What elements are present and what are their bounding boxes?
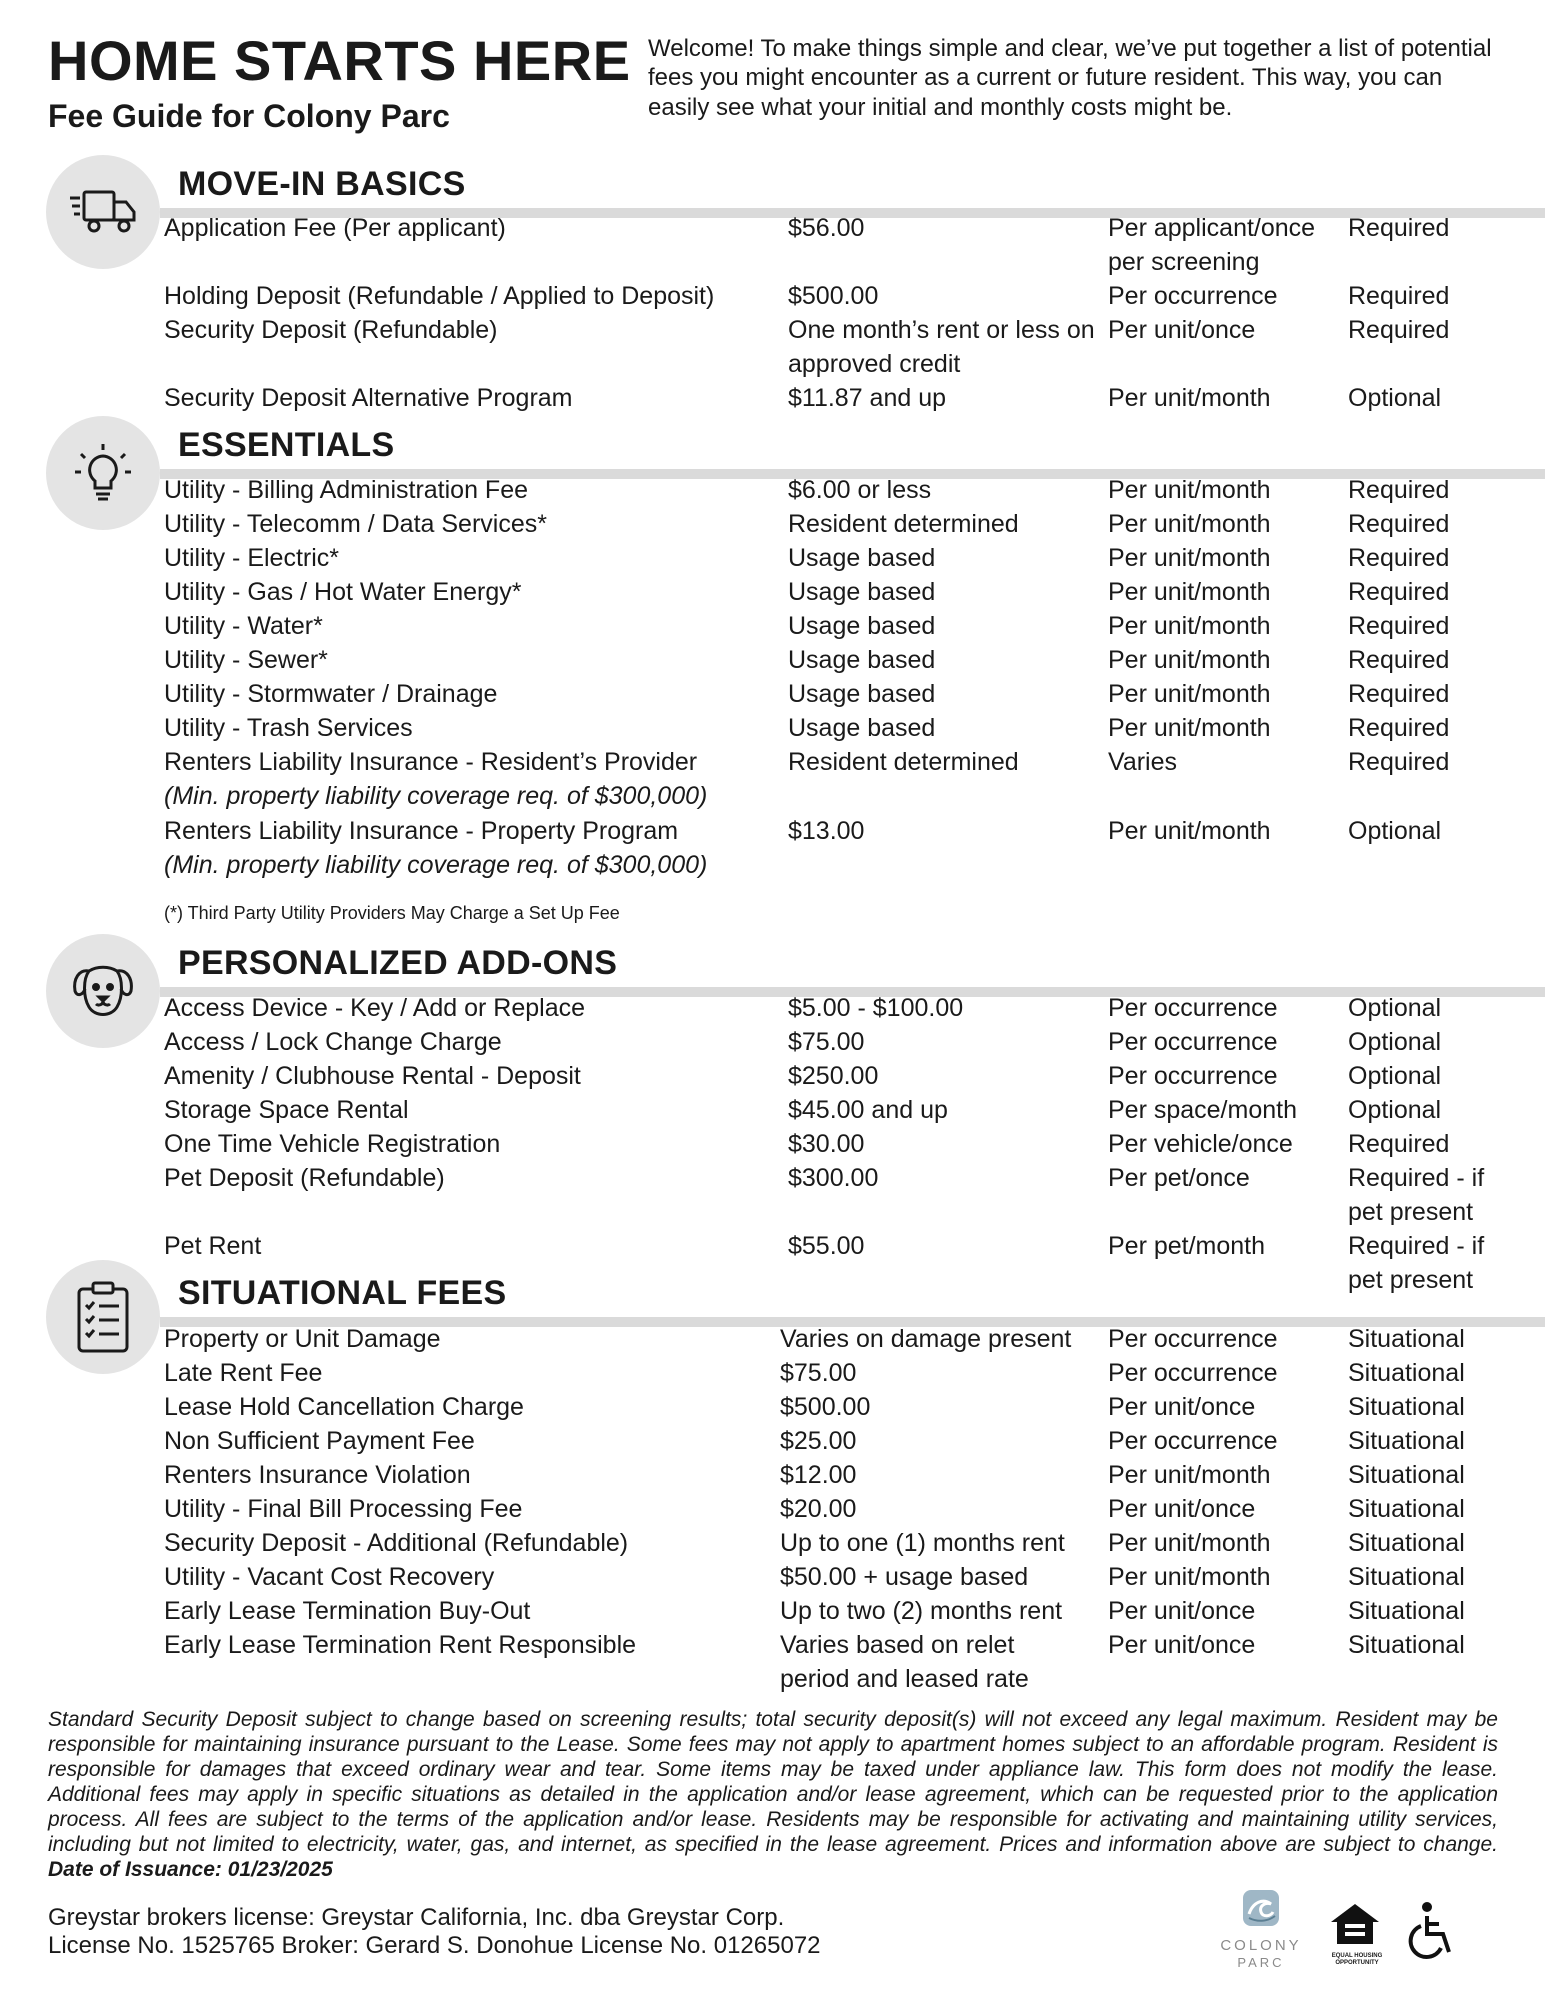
table-row [164, 1492, 1544, 1526]
colony-parc-logo [1215, 1888, 1307, 1968]
fee-name-note: (Min. property liability coverage req. of $300,000) [164, 851, 708, 879]
fee-name [164, 814, 784, 882]
fee-status: Optional [1348, 994, 1442, 1022]
fee-amount: $6.00 or less [788, 476, 932, 504]
fee-status: Optional [1348, 1062, 1442, 1090]
table-row [164, 609, 1544, 643]
fee-amount: Varies based on relet period and leased rate [780, 1631, 1029, 1693]
fee-amount: $300.00 [788, 1164, 879, 1192]
table-row [164, 1526, 1544, 1560]
fee-frequency: Varies [1108, 748, 1178, 776]
fee-frequency: Per occurrence [1108, 1028, 1278, 1056]
fee-frequency: Per unit/once [1108, 316, 1256, 344]
lightbulb-icon [46, 416, 160, 530]
equal-housing-text: EQUAL HOUSING OPPORTUNITY [1331, 1953, 1383, 1966]
fee-amount: Usage based [788, 646, 936, 674]
fee-amount: Usage based [788, 680, 936, 708]
fee-name: Pet Deposit (Refundable) [164, 1164, 445, 1192]
fee-frequency: Per unit/once [1108, 1495, 1256, 1523]
issuance-date: Date of Issuance: 01/23/2025 [48, 1857, 333, 1881]
table-row [164, 643, 1544, 677]
fee-status: Situational [1348, 1631, 1465, 1659]
fee-status: Situational [1348, 1325, 1465, 1353]
truck-icon [46, 155, 160, 269]
fee-name: Late Rent Fee [164, 1359, 323, 1387]
section-title: PERSONALIZED ADD-ONS [178, 944, 618, 982]
fee-name: Property or Unit Damage [164, 1325, 441, 1353]
fee-frequency: Per unit/month [1108, 680, 1271, 708]
fee-amount: Up to one (1) months rent [780, 1529, 1065, 1557]
fee-status: Required - if pet present [1348, 1232, 1485, 1294]
fee-name: Storage Space Rental [164, 1096, 409, 1124]
fee-amount: $20.00 [780, 1495, 857, 1523]
fee-status: Required [1348, 646, 1450, 674]
disclaimer [48, 1708, 1498, 1883]
fee-status: Situational [1348, 1427, 1465, 1455]
fee-frequency: Per unit/month [1108, 714, 1271, 742]
fee-status: Required [1348, 510, 1450, 538]
fee-frequency: Per unit/month [1108, 817, 1271, 845]
fee-name: Utility - Electric* [164, 544, 340, 572]
fee-frequency: Per unit/month [1108, 510, 1271, 538]
fee-amount: Resident determined [788, 510, 1019, 538]
fee-name: Utility - Billing Administration Fee [164, 476, 529, 504]
fee-frequency: Per unit/month [1108, 476, 1271, 504]
fee-frequency: Per occurrence [1108, 1062, 1278, 1090]
fee-status: Optional [1348, 817, 1442, 845]
utility-footnote: (*) Third Party Utility Providers May Charge a Set Up Fee [164, 903, 620, 923]
fee-name: Pet Rent [164, 1232, 262, 1260]
fee-frequency: Per occurrence [1108, 1325, 1278, 1353]
table-row [164, 991, 1544, 1025]
fee-status: Optional [1348, 1096, 1442, 1124]
fee-amount: $12.00 [780, 1461, 857, 1489]
table-row [164, 1127, 1544, 1161]
fee-name: One Time Vehicle Registration [164, 1130, 501, 1158]
fee-name: Utility - Trash Services [164, 714, 413, 742]
fee-name: Utility - Vacant Cost Recovery [164, 1563, 495, 1591]
fee-status: Required [1348, 714, 1450, 742]
table-row [164, 1161, 1544, 1229]
fee-name: Utility - Gas / Hot Water Energy* [164, 578, 522, 606]
fee-name: Utility - Water* [164, 612, 323, 640]
dog-icon [46, 934, 160, 1048]
fee-name: Access Device - Key / Add or Replace [164, 994, 586, 1022]
fee-amount: Up to two (2) months rent [780, 1597, 1063, 1625]
brand-name-bottom: PARC [1237, 1955, 1285, 1970]
fee-status: Situational [1348, 1393, 1465, 1421]
fee-status: Situational [1348, 1495, 1465, 1523]
table-row [164, 814, 1544, 883]
footer-logos [1215, 1888, 1475, 1968]
fee-frequency: Per occurrence [1108, 1427, 1278, 1455]
fee-status: Required [1348, 476, 1450, 504]
clipboard-icon [46, 1260, 160, 1374]
table-row [164, 279, 1544, 313]
fee-amount: $45.00 and up [788, 1096, 948, 1124]
table-row [164, 1560, 1544, 1594]
disclaimer-text: Standard Security Deposit subject to change based on screening results; total security deposit(s) will not exceed any legal maximum. Resident may be responsible for maintaining insurance pursuant to the Lease. Some fees may not apply to apartment homes subject to an affordable program. Resident is responsible for damages that exceed ordinary wear and tear. Some items may be taxed under appliance law. This form does not modify the lease. Additional fees may apply in specific situations as detailed in the application and/or lease agreement, which can be requested prior to the application process. All fees are subject to the terms of the application and/or lease. Residents may be responsible for activating and maintaining utility services, including but not limited to electricity, water, gas, and internet, as specified in the lease agreement. Prices and information above are subject to change. [48, 1708, 1498, 1856]
fee-status: Situational [1348, 1359, 1465, 1387]
fee-name: Amenity / Clubhouse Rental - Deposit [164, 1062, 581, 1090]
fee-status: Required [1348, 680, 1450, 708]
fee-name: Non Sufficient Payment Fee [164, 1427, 475, 1455]
fee-frequency: Per vehicle/once [1108, 1130, 1293, 1158]
fee-status: Required [1348, 282, 1450, 310]
fee-name: Utility - Sewer* [164, 646, 328, 674]
table-row [164, 1322, 1544, 1356]
fee-status: Required - if pet present [1348, 1164, 1485, 1226]
fee-name-note: (Min. property liability coverage req. of $300,000) [164, 782, 708, 810]
fee-amount: Usage based [788, 544, 936, 572]
equal-housing-icon [1327, 1900, 1383, 1946]
fee-status: Situational [1348, 1529, 1465, 1557]
fee-frequency: Per space/month [1108, 1096, 1297, 1124]
fee-amount: Resident determined [788, 748, 1019, 776]
fee-amount: One month’s rent or less on approved credit [788, 316, 1095, 378]
footer-license [48, 1904, 821, 1960]
fee-amount: $75.00 [788, 1028, 865, 1056]
fee-name: Early Lease Termination Rent Responsible [164, 1631, 637, 1659]
fee-status: Required [1348, 316, 1450, 344]
table-row [164, 1628, 1544, 1696]
fee-name: Lease Hold Cancellation Charge [164, 1393, 524, 1421]
table-row [164, 677, 1544, 711]
fee-frequency: Per applicant/once per screening [1108, 214, 1316, 276]
fee-amount: $500.00 [780, 1393, 871, 1421]
fee-frequency: Per unit/month [1108, 544, 1271, 572]
fee-status: Required [1348, 544, 1450, 572]
fee-frequency: Per unit/month [1108, 612, 1271, 640]
table-row [164, 745, 1544, 814]
fee-status: Situational [1348, 1461, 1465, 1489]
fee-frequency: Per unit/month [1108, 384, 1271, 412]
fee-status: Optional [1348, 384, 1442, 412]
fee-frequency: Per pet/month [1108, 1232, 1266, 1260]
table-row [164, 1093, 1544, 1127]
table-row [164, 1458, 1544, 1492]
fee-status: Required [1348, 1130, 1450, 1158]
fee-amount: $25.00 [780, 1427, 857, 1455]
fee-status: Required [1348, 214, 1450, 242]
fee-name: Early Lease Termination Buy-Out [164, 1597, 531, 1625]
table-row [164, 711, 1544, 745]
fee-name: Security Deposit - Additional (Refundable) [164, 1529, 629, 1557]
fee-amount: $5.00 - $100.00 [788, 994, 964, 1022]
fee-frequency: Per occurrence [1108, 994, 1278, 1022]
fee-frequency: Per unit/once [1108, 1393, 1256, 1421]
license-line-2: License No. 1525765 Broker: Gerard S. Donohue License No. 01265072 [48, 1932, 821, 1960]
table-row [164, 473, 1544, 507]
brand-name-top: COLONY [1220, 1937, 1302, 1954]
fee-name: Application Fee (Per applicant) [164, 214, 506, 242]
fee-amount: Usage based [788, 578, 936, 606]
fee-amount: $13.00 [788, 817, 865, 845]
table-row [164, 381, 1544, 415]
fee-status: Optional [1348, 1028, 1442, 1056]
fee-frequency: Per unit/once [1108, 1597, 1256, 1625]
fee-status: Situational [1348, 1563, 1465, 1591]
fee-status: Required [1348, 612, 1450, 640]
fee-amount: $55.00 [788, 1232, 865, 1260]
fee-name: Holding Deposit (Refundable / Applied to Deposit) [164, 282, 715, 310]
fee-frequency: Per unit/once [1108, 1631, 1256, 1659]
fee-name: Renters Insurance Violation [164, 1461, 471, 1489]
table-row [164, 1356, 1544, 1390]
fee-status: Situational [1348, 1597, 1465, 1625]
fee-name: Utility - Telecomm / Data Services* [164, 510, 547, 538]
fee-frequency: Per occurrence [1108, 1359, 1278, 1387]
accessibility-icon [1405, 1900, 1463, 1965]
table-row [164, 575, 1544, 609]
section-title: ESSENTIALS [178, 426, 395, 464]
table-row [164, 1025, 1544, 1059]
fee-name: Access / Lock Change Charge [164, 1028, 502, 1056]
page-title: HOME STARTS HERE [48, 29, 631, 92]
fee-status: Required [1348, 748, 1450, 776]
fee-amount: $11.87 and up [788, 384, 947, 412]
fee-amount: $30.00 [788, 1130, 865, 1158]
intro-text: Welcome! To make things simple and clear, we’ve put together a list of potential fees you might encounter as a current or future resident. This way, you can easily see what your initial and monthly costs might be. [648, 35, 1492, 121]
brand-text [1215, 1938, 1307, 1969]
table-row [164, 507, 1544, 541]
page-subtitle: Fee Guide for Colony Parc [48, 97, 450, 134]
fee-frequency: Per occurrence [1108, 282, 1278, 310]
fee-name: Utility - Stormwater / Drainage [164, 680, 498, 708]
fee-amount: $75.00 [780, 1359, 857, 1387]
fee-status: Required [1348, 578, 1450, 606]
table-row [164, 1424, 1544, 1458]
fee-name: Utility - Final Bill Processing Fee [164, 1495, 523, 1523]
table-row [164, 1059, 1544, 1093]
fee-name: Security Deposit Alternative Program [164, 384, 573, 412]
table-row [164, 313, 1544, 381]
fee-amount: Usage based [788, 612, 936, 640]
fee-amount: $50.00 + usage based [780, 1563, 1029, 1591]
section-title: MOVE-IN BASICS [178, 165, 466, 203]
section-title: SITUATIONAL FEES [178, 1274, 507, 1312]
fee-frequency: Per unit/month [1108, 646, 1271, 674]
fee-name: Security Deposit (Refundable) [164, 316, 498, 344]
equal-housing-logo [1327, 1900, 1391, 1964]
table-row [164, 211, 1544, 279]
fee-frequency: Per unit/month [1108, 578, 1271, 606]
fee-amount: $56.00 [788, 214, 865, 242]
fee-amount: Varies on damage present [780, 1325, 1072, 1353]
fee-name [164, 745, 784, 813]
fee-amount: $250.00 [788, 1062, 879, 1090]
fee-frequency: Per unit/month [1108, 1563, 1271, 1591]
fee-name-text: Renters Liability Insurance - Property Program [164, 817, 679, 845]
table-row [164, 1594, 1544, 1628]
license-line-1: Greystar brokers license: Greystar California, Inc. dba Greystar Corp. [48, 1904, 785, 1931]
fee-frequency: Per unit/month [1108, 1461, 1271, 1489]
fee-frequency: Per pet/once [1108, 1164, 1250, 1192]
table-row [164, 1390, 1544, 1424]
fee-name-text: Renters Liability Insurance - Resident’s Provider [164, 748, 698, 776]
fee-amount: Usage based [788, 714, 936, 742]
fee-frequency: Per unit/month [1108, 1529, 1271, 1557]
table-row [164, 541, 1544, 575]
wave-icon [1241, 1888, 1281, 1928]
header [48, 30, 631, 135]
fee-amount: $500.00 [788, 282, 879, 310]
